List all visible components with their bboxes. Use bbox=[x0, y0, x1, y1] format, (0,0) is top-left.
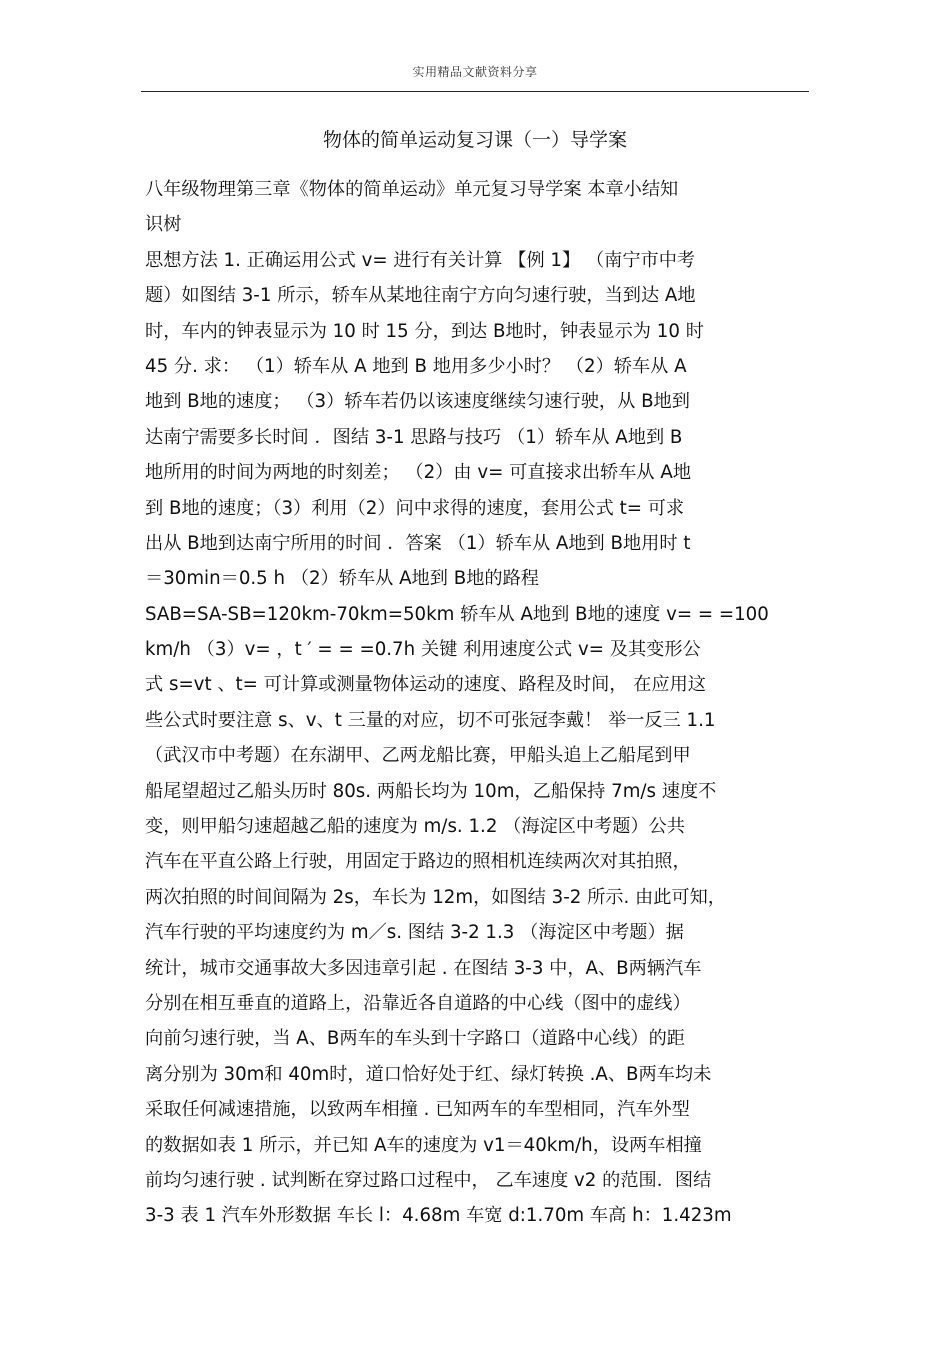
page-header-text: 实用精品文献资料分享 bbox=[412, 65, 538, 79]
header-divider bbox=[141, 91, 809, 92]
body-line: 前均匀速行驶 . 试判断在穿过路口过程中， 乙车速度 v2 的范围．图结 bbox=[145, 1169, 712, 1191]
body-line: 识树 bbox=[145, 214, 182, 236]
body-line: 达南宁需要多长时间 ．图结 3-1 思路与技巧 （1）轿车从 A地到 B bbox=[145, 426, 683, 448]
body-line: 汽车行驶的平均速度约为 m／s. 图结 3-2 1.3 （海淀区中考题）据 bbox=[145, 922, 684, 944]
body-line: SAB=SA-SB=120km-70km=50km 轿车从 A地到 B地的速度 v= = =100 bbox=[145, 603, 769, 625]
body-line: 到 B地的速度；（3）利用（2）问中求得的速度，套用公式 t= 可求 bbox=[145, 497, 685, 519]
body-line: km/h （3）v= ，t ′ = = =0.7h 关键 利用速度公式 v= 及其变形公 bbox=[145, 639, 701, 661]
body-line: 两次拍照的时间间隔为 2s，车长为 12m，如图结 3-2 所示. 由此可知， bbox=[145, 886, 726, 908]
body-line: 时，车内的钟表显示为 10 时 15 分，到达 B地时，钟表显示为 10 时 bbox=[145, 320, 704, 342]
body-line: 八年级物理第三章《物体的简单运动》单元复习导学案 本章小结知 bbox=[145, 179, 679, 200]
body-line: 采取任何减速措施，以致两车相撞 . 已知两车的车型相同，汽车外型 bbox=[145, 1099, 690, 1121]
body-line: 变，则甲船匀速超越乙船的速度为 m/s. 1.2 （海淀区中考题）公共 bbox=[145, 816, 686, 838]
body-line: 向前匀速行驶，当 A、B两车的车头到十字路口（道路中心线）的距 bbox=[145, 1028, 685, 1050]
body-line: 船尾望超过乙船头历时 80s. 两船长均为 10m，乙船保持 7m/s 速度不 bbox=[145, 780, 717, 802]
body-line: 些公式时要注意 s、v、t 三量的对应，切不可张冠李戴！ 举一反三 1.1 bbox=[145, 709, 716, 731]
body-line: 统计，城市交通事故大多因违章引起 . 在图结 3-3 中，A、B两辆汽车 bbox=[145, 957, 702, 979]
document-body bbox=[145, 172, 813, 1234]
body-line: 地到 B地的速度； （3）轿车若仍以该速度继续匀速行驶，从 B地到 bbox=[145, 391, 690, 413]
body-line: 题）如图结 3-1 所示，轿车从某地往南宁方向匀速行驶，当到达 A地 bbox=[145, 285, 696, 307]
body-line: 式 s=vt 、t= 可计算或测量物体运动的速度、路程及时间， 在应用这 bbox=[145, 674, 706, 696]
body-line: 离分别为 30m和 40m时，道口恰好处于红、绿灯转换 .A、B两车均未 bbox=[145, 1063, 712, 1085]
body-line: 思想方法 1. 正确运用公式 v= 进行有关计算 【例 1】 （南宁市中考 bbox=[145, 249, 696, 271]
body-line: ＝30min＝0.5 h （2）轿车从 A地到 B地的路程 bbox=[145, 568, 539, 590]
body-line: 出从 B地到达南宁所用的时间 ．答案 （1）轿车从 A地到 B地用时 t bbox=[145, 532, 691, 554]
body-line: 的数据如表 1 所示，并已知 A车的速度为 v1＝40km/h，设两车相撞 bbox=[145, 1134, 702, 1156]
body-line: 汽车在平直公路上行驶，用固定于路边的照相机连续两次对其拍照， bbox=[145, 851, 691, 873]
body-line: 45 分. 求： （1）轿车从 A 地到 B 地用多少小时？ （2）轿车从 A bbox=[145, 355, 687, 377]
body-line: 分别在相互垂直的道路上，沿靠近各自道路的中心线（图中的虚线） bbox=[145, 992, 691, 1014]
body-line: 地所用的时间为两地的时刻差； （2）由 v= 可直接求出轿车从 A地 bbox=[145, 462, 692, 484]
body-line: （武汉市中考题）在东湖甲、乙两龙船比赛，甲船头追上乙船尾到甲 bbox=[145, 745, 691, 767]
body-line: 3-3 表 1 汽车外形数据 车长 l：4.68m 车宽 d:1.70m 车高 h：1.423m bbox=[145, 1205, 732, 1227]
document-title: 物体的简单运动复习课（一）导学案 bbox=[322, 129, 627, 151]
